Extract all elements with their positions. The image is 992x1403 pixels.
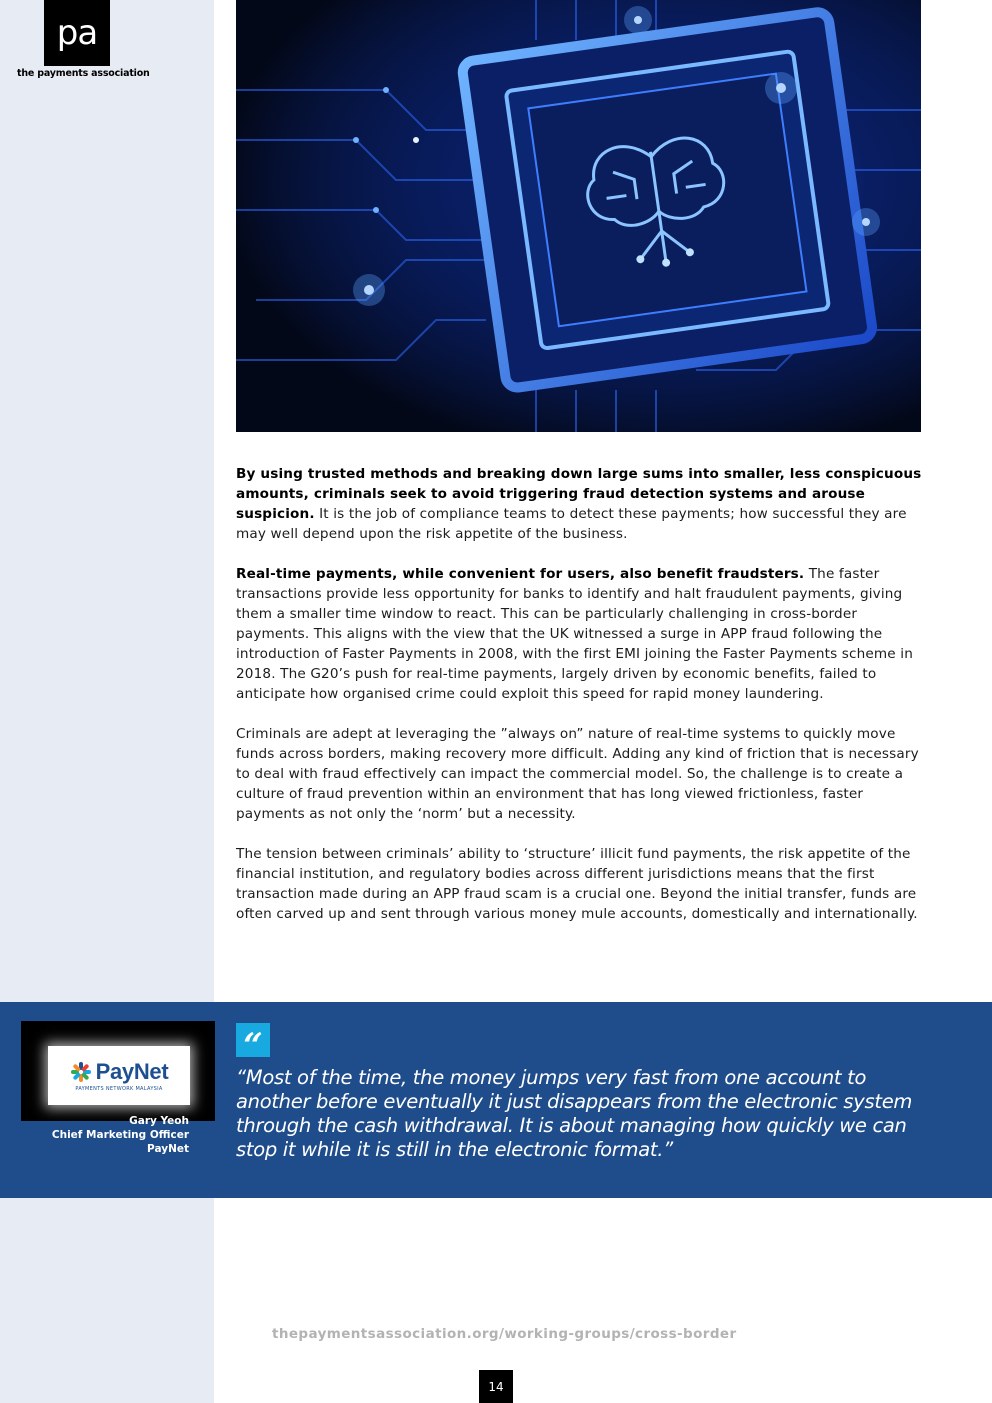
paynet-logo	[48, 1046, 190, 1105]
quote-mark-icon: “	[236, 1023, 270, 1057]
paragraph-2-text: The faster transactions provide less opportunity for banks to identify and halt fraudulent payments, giving them a smaller time window to react. This can be particularly challenging in cross-border payments. This aligns with the view that the UK witnessed a surge in APP fraud following the introduction of Faster Payments in 2008, with the first EMI joining the Faster Payments scheme in 2018. The G20’s push for real-time payments, largely driven by economic benefits, failed to anticipate how organised crime could exploit this speed for rapid money laundering.	[236, 566, 913, 702]
paragraph-4: The tension between criminals’ ability to ‘structure’ illicit fund payments, the risk appetite of the financial institution, and regulatory bodies across different jurisdictions means that the first transaction made during an APP fraud scam is a crucial one. Beyond the initial transfer, funds are often carved up and sent through various money mule accounts, domestically and internationally.	[236, 846, 918, 922]
pull-quote: “Most of the time, the money jumps very fast from one account to another before eventually it just disappears from the electronic system through the cash withdrawal. It is about managing how quickly we can stop it while it is still in the electronic format.”	[236, 1066, 913, 1161]
speaker-title: Chief Marketing Officer	[51, 1129, 189, 1141]
article-body	[236, 464, 924, 944]
paynet-flower-icon	[70, 1061, 92, 1083]
speaker-info	[52, 1114, 189, 1156]
speaker-name: Gary Yeoh	[129, 1115, 189, 1127]
paragraph-3: Criminals are adept at leveraging the ”always on” nature of real-time systems to quickly move funds across borders, making recovery more difficult. Adding any kind of friction that is necessary to deal with fraud effectively can impact the commercial model. So, the challenge is to create a culture of fraud prevention within an environment that has long viewed frictionless, faster payments as not only the ‘norm’ but a necessity.	[236, 726, 919, 822]
paynet-logo-name: PayNet	[95, 1059, 169, 1084]
footer-link[interactable]: thepaymentsassociation.org/working-groups/cross-border	[272, 1326, 737, 1342]
paynet-logo-sub: PAYMENTS NETWORK MALAYSIA	[75, 1086, 163, 1092]
paragraph-1-text: It is the job of compliance teams to detect these payments; how successful they are may well depend upon the risk appetite of the business.	[236, 506, 907, 542]
paragraph-2	[236, 564, 924, 704]
page-number: 14	[479, 1370, 513, 1403]
logo-wordmark: the payments association	[17, 68, 150, 79]
paragraph-1	[236, 464, 924, 544]
hero-image	[236, 0, 921, 432]
pa-logo: pa	[44, 0, 110, 66]
ai-brain-chip-icon	[236, 0, 921, 432]
paragraph-2-bold: Real-time payments, while convenient for users, also benefit fraudsters.	[236, 566, 805, 582]
speaker-company: PayNet	[147, 1143, 189, 1155]
paragraph-1-bold: By using trusted methods and breaking down large sums into smaller, less conspicuous amounts, criminals seek to avoid triggering fraud detection systems and arouse suspicion.	[236, 466, 922, 522]
